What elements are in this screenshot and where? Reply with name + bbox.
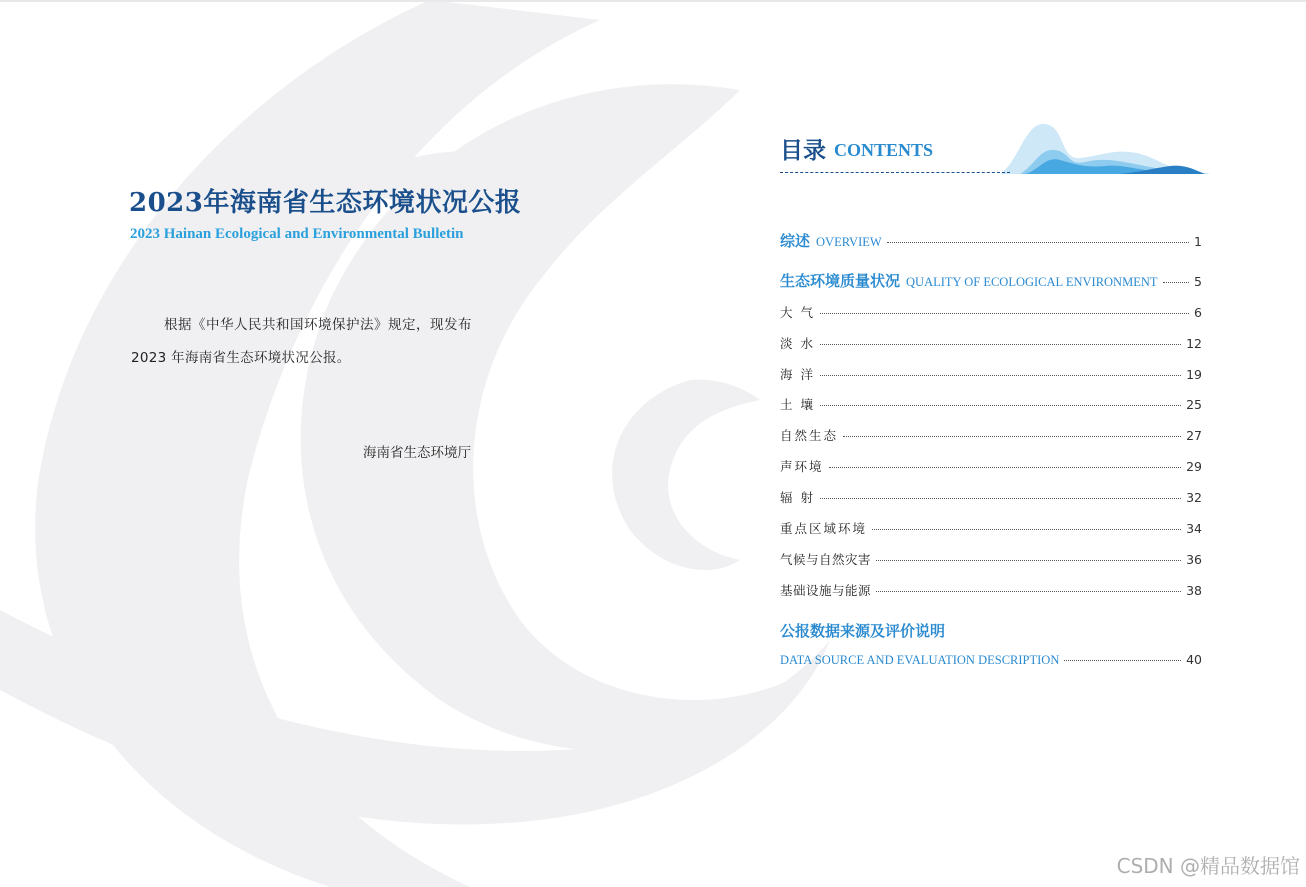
toc-leader-dots [829, 467, 1182, 468]
toc-entry-data-source[interactable] [780, 652, 1202, 668]
toc-page-number: 29 [1186, 459, 1202, 474]
toc-page-number: 34 [1186, 521, 1202, 536]
toc-leader-dots [887, 242, 1189, 243]
toc-entry-label: 辐 射 [780, 490, 815, 505]
toc-entry-label-en: QUALITY OF ECOLOGICAL ENVIRONMENT [906, 275, 1158, 289]
toc-entry-overview[interactable] [780, 230, 1202, 251]
toc-entry-climate[interactable] [780, 550, 1202, 568]
wave-decoration-icon [1000, 120, 1210, 176]
toc-entry-label-cn: 综述 [780, 232, 811, 250]
toc-entry-acoustic[interactable] [780, 457, 1202, 475]
toc-entry-label: 海 洋 [780, 367, 815, 382]
toc-page-number: 6 [1194, 305, 1202, 320]
toc-page-number: 12 [1186, 336, 1202, 351]
toc-entry-freshwater[interactable] [780, 334, 1202, 352]
toc-entry-label: 气候与自然灾害 [780, 552, 872, 567]
toc-entry-label: 大 气 [780, 305, 815, 320]
toc-leader-dots [876, 560, 1181, 561]
toc-entry-key-regions[interactable] [780, 519, 1202, 537]
toc-entry-quality[interactable] [780, 270, 1202, 291]
bulletin-title-en: 2023 Hainan Ecological and Environmental Bulletin [130, 226, 464, 242]
toc-leader-dots [820, 375, 1181, 376]
toc-leader-dots [843, 436, 1181, 437]
toc-page-number: 40 [1186, 652, 1202, 667]
intro-paragraph-line-1: 根据《中华人民共和国环境保护法》规定，现发布 [164, 317, 472, 333]
toc-entry-label: 基础设施与能源 [780, 583, 872, 598]
toc-entry-label-en: OVERVIEW [816, 235, 882, 249]
toc-title-cn: 目录 [780, 138, 826, 164]
toc-entry-label: 自然生态 [780, 428, 839, 443]
issuer-name: 海南省生态环境厅 [363, 445, 471, 461]
table-of-contents [780, 120, 1210, 720]
toc-page-number: 19 [1186, 367, 1202, 382]
toc-entry-infrastructure[interactable] [780, 581, 1202, 599]
toc-header-dashed-rule [780, 172, 1010, 173]
toc-page-number: 32 [1186, 490, 1202, 505]
toc-page-number: 1 [1194, 234, 1202, 249]
toc-entry-label: 淡 水 [780, 336, 815, 351]
intro-paragraph-line-2: 2023 年海南省生态环境状况公报。 [131, 350, 351, 366]
toc-entry-data-source-cn[interactable]: 公报数据来源及评价说明 [780, 622, 946, 640]
toc-entry-label-en: DATA SOURCE AND EVALUATION DESCRIPTION [780, 653, 1060, 667]
toc-entry-label: 声环境 [780, 459, 824, 474]
left-page [0, 0, 640, 887]
watermark: CSDN @精品数据馆 [1116, 854, 1300, 878]
toc-entry-air[interactable] [780, 303, 1202, 321]
toc-leader-dots [1163, 282, 1190, 283]
toc-entry-radiation[interactable] [780, 488, 1202, 506]
toc-header [780, 120, 1210, 176]
toc-page-number: 36 [1186, 552, 1202, 567]
toc-leader-dots [1064, 660, 1181, 661]
toc-page-number: 38 [1186, 583, 1202, 598]
bulletin-title-cn: 2023年海南省生态环境状况公报 [129, 188, 522, 218]
toc-page-number: 27 [1186, 428, 1202, 443]
toc-entry-natural-ecology[interactable] [780, 426, 1202, 444]
toc-entry-ocean[interactable] [780, 365, 1202, 383]
toc-entry-soil[interactable] [780, 395, 1202, 413]
toc-title-en: CONTENTS [834, 140, 934, 160]
toc-leader-dots [820, 344, 1181, 345]
toc-leader-dots [820, 498, 1181, 499]
toc-leader-dots [872, 529, 1181, 530]
toc-leader-dots [820, 405, 1181, 406]
toc-entry-label-cn: 生态环境质量状况 [780, 272, 901, 290]
toc-leader-dots [820, 313, 1189, 314]
toc-page-number: 5 [1194, 274, 1202, 289]
toc-leader-dots [876, 591, 1181, 592]
toc-entry-label: 土 壤 [780, 397, 815, 412]
toc-entry-label: 重点区域环境 [780, 521, 868, 536]
toc-page-number: 25 [1186, 397, 1202, 412]
